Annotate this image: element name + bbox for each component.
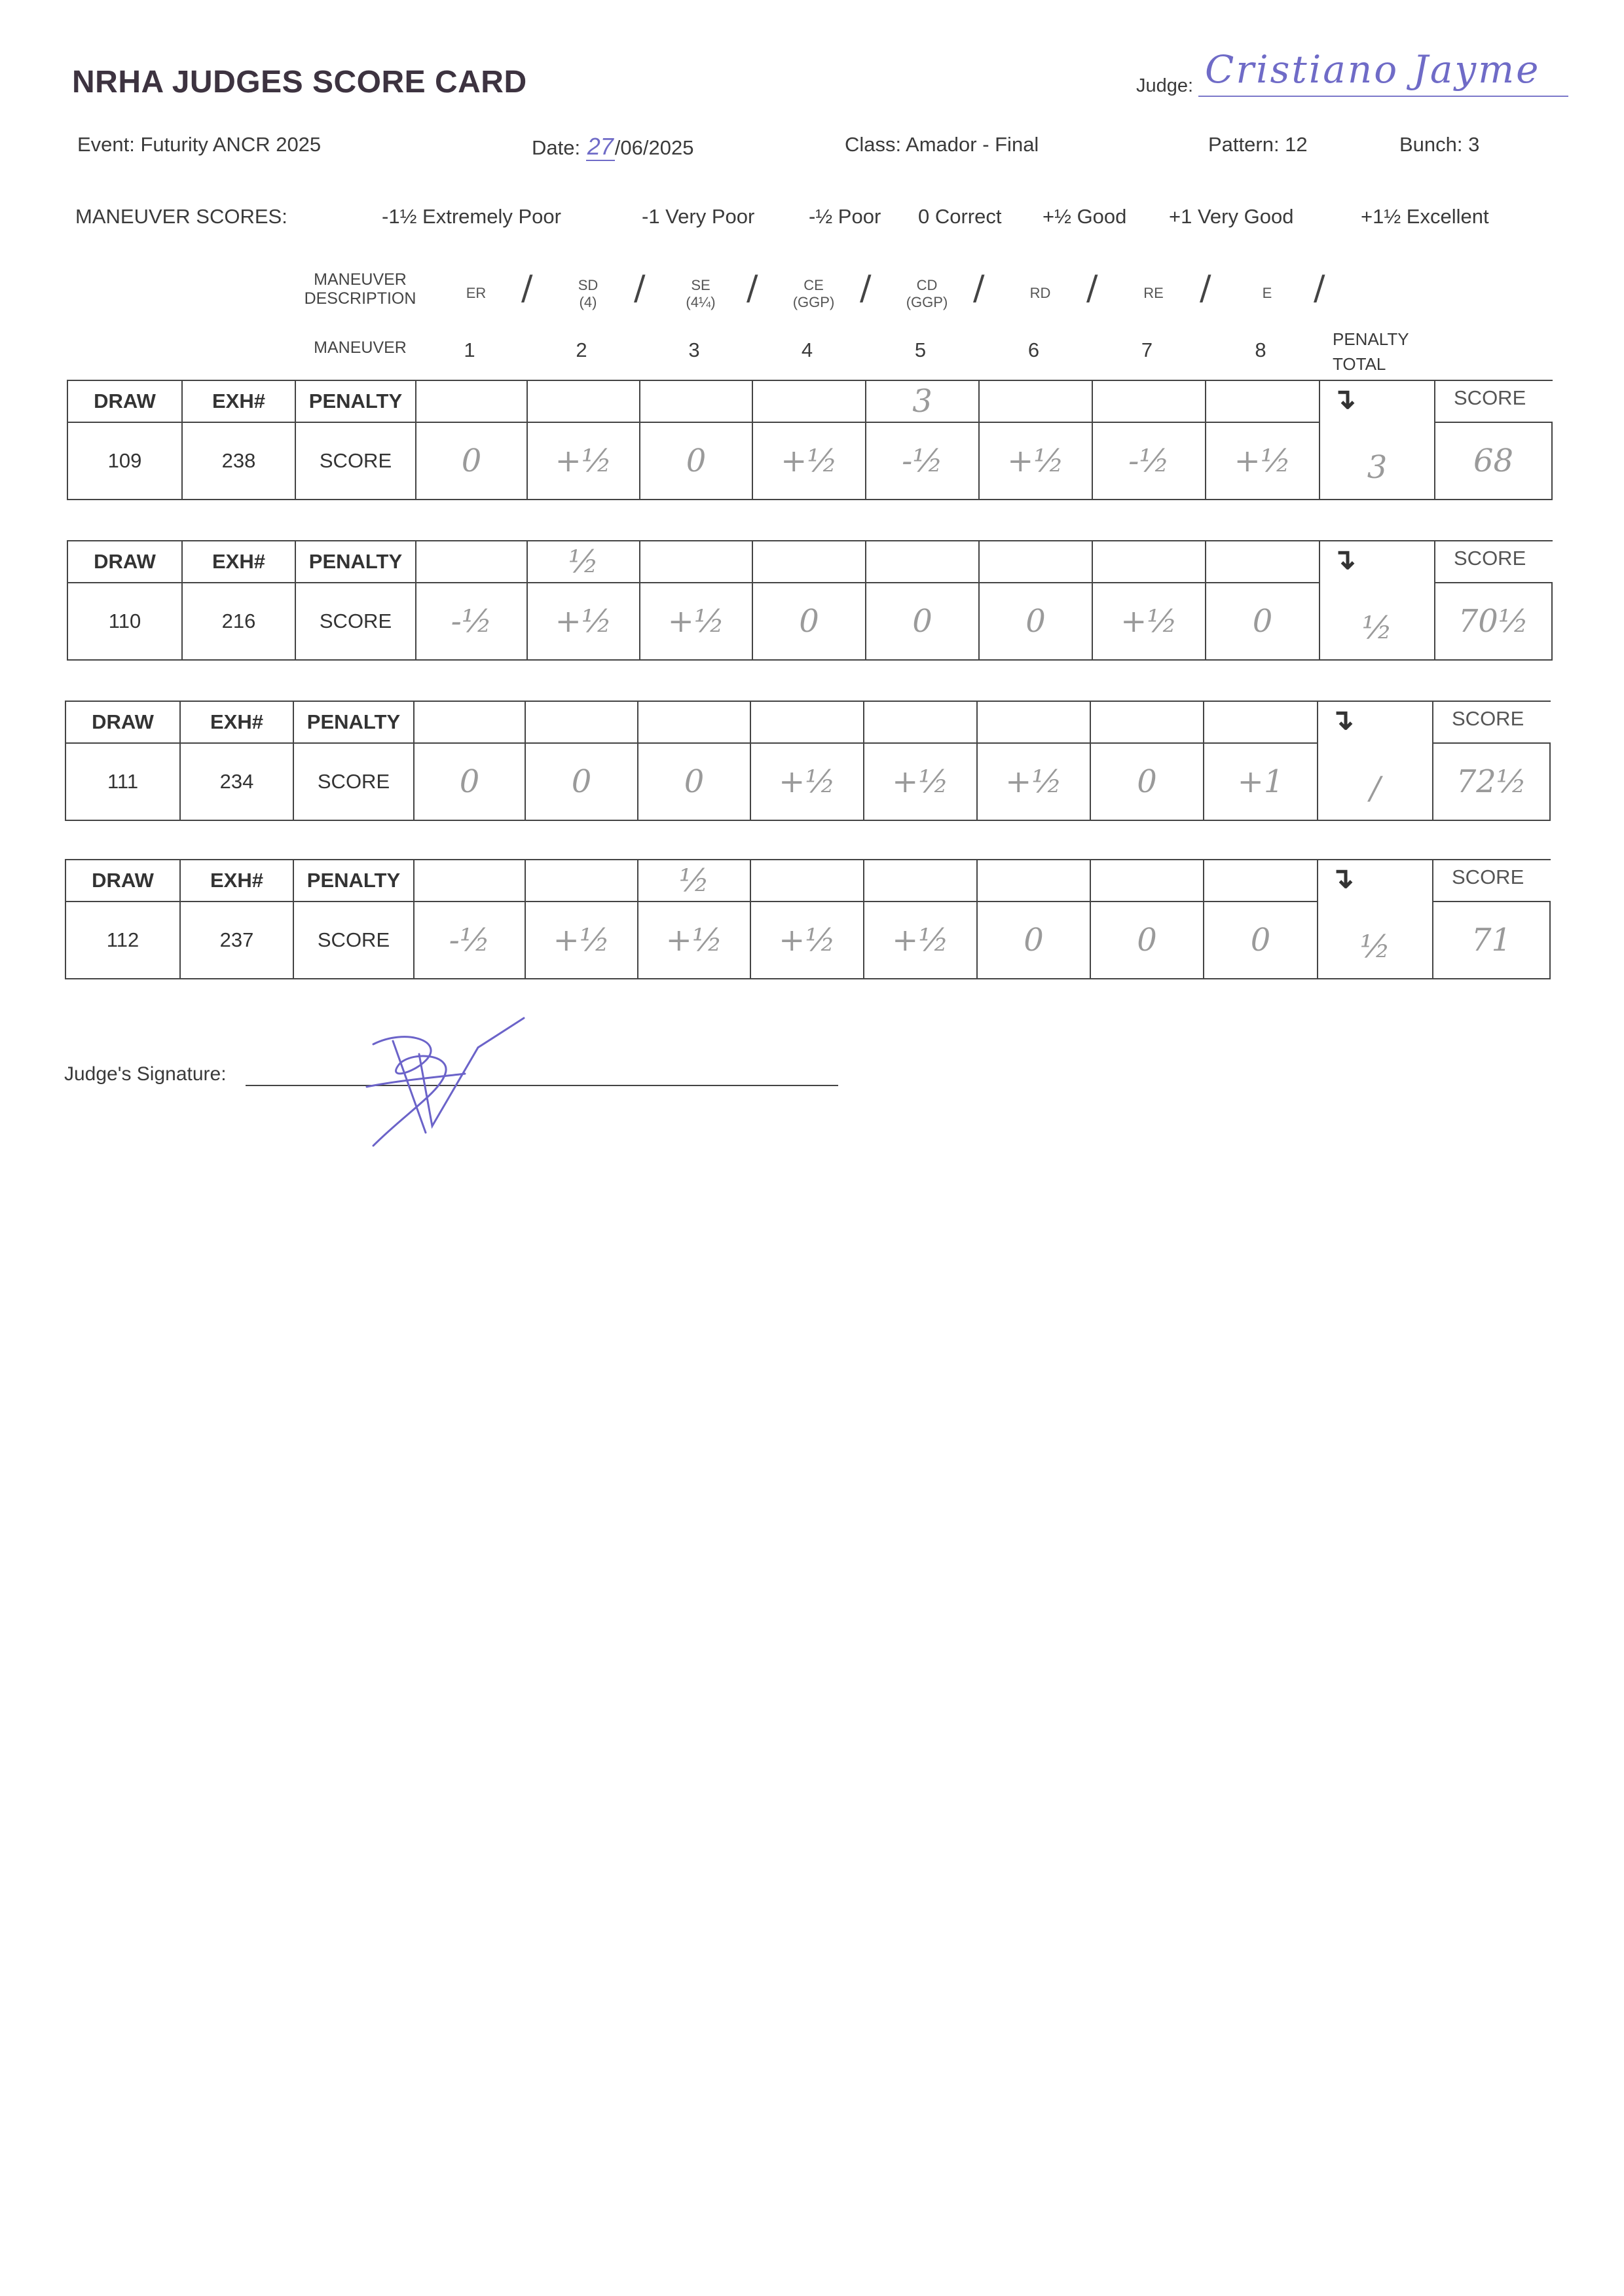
penalty-cell xyxy=(1092,380,1206,423)
total-score-header: SCORE xyxy=(1452,866,1524,888)
total-score: 71 xyxy=(1432,901,1551,979)
maneuver-code-sub: (4¼) xyxy=(686,294,716,311)
score-header-rule xyxy=(1434,380,1553,381)
penalty-cell: 3 xyxy=(865,380,980,423)
header-slash: / xyxy=(521,268,533,308)
penalty-cell xyxy=(865,540,980,583)
header-slash: / xyxy=(973,268,985,308)
penalty-cell xyxy=(978,380,1093,423)
penalty-cell xyxy=(1205,540,1320,583)
penalty-cell xyxy=(750,701,864,744)
draw-header: DRAW xyxy=(67,380,183,423)
total-score: 72½ xyxy=(1432,742,1551,821)
date-label: Date: xyxy=(532,136,581,159)
maneuver-score: 0 xyxy=(865,582,980,661)
pattern-info: Pattern: 12 xyxy=(1208,133,1308,156)
header-slash: / xyxy=(747,268,758,308)
draw-number: 109 xyxy=(67,422,183,500)
maneuver-number: 6 xyxy=(1027,338,1040,361)
maneuver-code-name: SD xyxy=(578,277,599,293)
header-slash: / xyxy=(1314,268,1325,308)
maneuver-number: 8 xyxy=(1255,338,1266,361)
maneuver-score: +1 xyxy=(1203,742,1318,821)
legend-item: +½ Good xyxy=(1043,205,1127,228)
date-day-handwritten: 27 xyxy=(587,133,614,160)
maneuver-score: -½ xyxy=(415,582,528,661)
maneuver-score: 0 xyxy=(525,742,638,821)
maneuver-score: +½ xyxy=(1205,422,1320,500)
penalty-cell xyxy=(976,859,1091,902)
score-block xyxy=(0,380,1624,511)
exh-header: EXH# xyxy=(181,540,296,583)
maneuver-number: 4 xyxy=(801,338,813,361)
exh-header: EXH# xyxy=(179,701,294,744)
maneuver-code-name: CD xyxy=(916,277,938,293)
maneuver-code-name: SE xyxy=(691,277,710,293)
penalty-cell xyxy=(525,701,638,744)
total-score-header: SCORE xyxy=(1454,386,1526,409)
penalty-cell xyxy=(1090,859,1204,902)
maneuver-number: 3 xyxy=(688,338,700,361)
draw-header: DRAW xyxy=(67,540,183,583)
total-score: 70½ xyxy=(1434,582,1553,661)
maneuver-code-name: RD xyxy=(1029,285,1051,301)
exh-header: EXH# xyxy=(179,859,294,902)
penalty-cell xyxy=(639,380,753,423)
maneuver-code xyxy=(549,277,627,312)
penalty-cell xyxy=(526,380,640,423)
penalty-cell xyxy=(863,701,978,744)
exh-header: EXH# xyxy=(181,380,296,423)
maneuver-score: 0 xyxy=(639,422,753,500)
penalty-cell xyxy=(752,540,866,583)
legend-item: +1 Very Good xyxy=(1169,205,1294,228)
judge-underline xyxy=(1198,96,1568,97)
maneuver-score: +½ xyxy=(863,742,978,821)
total-score-header: SCORE xyxy=(1452,707,1524,730)
score-header-rule xyxy=(1432,859,1551,860)
maneuver-score: +½ xyxy=(752,422,866,500)
penalty-cell: ½ xyxy=(526,540,640,583)
total-score-header: SCORE xyxy=(1454,547,1526,570)
penalty-cell xyxy=(1090,701,1204,744)
maneuver-scores-label: MANEUVER SCORES: xyxy=(75,205,287,228)
judge-label: Judge: xyxy=(1136,75,1194,96)
maneuver-score: +½ xyxy=(526,582,640,661)
penalty-cell xyxy=(1203,701,1318,744)
maneuver-score: 0 xyxy=(415,422,528,500)
penalty-cell xyxy=(863,859,978,902)
penalty-header: PENALTY xyxy=(293,701,415,744)
maneuver-code-sub: (GGP) xyxy=(906,294,948,311)
maneuver-label: MANEUVER xyxy=(314,338,407,357)
score-block xyxy=(0,540,1624,671)
maneuver-score: +½ xyxy=(863,901,978,979)
maneuver-score: 0 xyxy=(413,742,526,821)
legend-item: +1½ Excellent xyxy=(1361,205,1489,228)
maneuver-code xyxy=(437,285,515,302)
maneuver-code xyxy=(1115,285,1193,302)
down-arrow-icon: ↴ xyxy=(1330,704,1354,736)
draw-header: DRAW xyxy=(65,859,181,902)
event-info: Event: Futurity ANCR 2025 xyxy=(77,133,322,156)
bunch-info: Bunch: 3 xyxy=(1399,133,1480,156)
draw-number: 110 xyxy=(67,582,183,661)
maneuver-description-label: MANEUVER DESCRIPTION xyxy=(304,270,416,308)
class-info: Class: Amador - Final xyxy=(845,133,1039,156)
score-block xyxy=(0,701,1624,831)
header-slash: / xyxy=(1200,268,1211,308)
penalty-total-label: PENALTY TOTAL xyxy=(1333,329,1409,374)
draw-header: DRAW xyxy=(65,701,181,744)
maneuver-code xyxy=(1228,285,1306,302)
maneuver-code-name: ER xyxy=(466,285,487,301)
score-label: SCORE xyxy=(293,901,415,979)
maneuver-code-name: E xyxy=(1262,285,1272,301)
penalty-cell xyxy=(1203,859,1318,902)
exhibitor-number: 216 xyxy=(181,582,296,661)
penalty-cell xyxy=(976,701,1091,744)
down-arrow-icon: ↴ xyxy=(1332,383,1356,415)
penalty-cell xyxy=(1092,540,1206,583)
maneuver-score: +½ xyxy=(639,582,753,661)
maneuver-score: +½ xyxy=(637,901,751,979)
penalty-header: PENALTY xyxy=(293,859,415,902)
draw-number: 111 xyxy=(65,742,181,821)
penalty-cell xyxy=(978,540,1093,583)
header-slash: / xyxy=(634,268,646,308)
header-slash: / xyxy=(860,268,872,308)
legend-item: 0 Correct xyxy=(918,205,1002,228)
judge-name-handwritten: Cristiano Jayme xyxy=(1205,47,1541,92)
maneuver-score: -½ xyxy=(1092,422,1206,500)
maneuver-code-sub: (4) xyxy=(579,294,597,311)
penalty-header: PENALTY xyxy=(295,380,416,423)
score-header-rule xyxy=(1434,540,1553,541)
score-label: SCORE xyxy=(295,422,416,500)
penalty-total-cell: 3 xyxy=(1319,380,1435,500)
penalty-cell xyxy=(525,859,638,902)
penalty-cell: ½ xyxy=(637,859,751,902)
judge-signature xyxy=(347,1015,544,1152)
maneuver-score: +½ xyxy=(526,422,640,500)
maneuver-score: 0 xyxy=(976,901,1091,979)
maneuver-score: +½ xyxy=(750,742,864,821)
penalty-cell xyxy=(750,859,864,902)
maneuver-number: 5 xyxy=(914,338,927,361)
maneuver-code xyxy=(888,277,967,312)
maneuver-number: 2 xyxy=(576,338,587,361)
maneuver-score: 0 xyxy=(978,582,1093,661)
penalty-cell xyxy=(413,859,526,902)
maneuver-code xyxy=(661,277,740,312)
maneuver-code-name: CE xyxy=(803,277,824,293)
penalty-total-cell: ½ xyxy=(1319,540,1435,661)
penalty-total-cell: / xyxy=(1317,701,1433,821)
total-score: 68 xyxy=(1434,422,1553,500)
maneuver-code xyxy=(1001,285,1080,302)
score-header-rule xyxy=(1432,701,1551,702)
maneuver-score: +½ xyxy=(750,901,864,979)
penalty-total-cell: ½ xyxy=(1317,859,1433,979)
maneuver-score: -½ xyxy=(865,422,980,500)
maneuver-score: 0 xyxy=(1090,901,1204,979)
maneuver-code-sub: (GGP) xyxy=(792,294,835,311)
maneuver-score: 0 xyxy=(1205,582,1320,661)
exhibitor-number: 234 xyxy=(179,742,294,821)
maneuver-score: 0 xyxy=(637,742,751,821)
maneuver-score: 0 xyxy=(1090,742,1204,821)
maneuver-code-name: RE xyxy=(1143,285,1164,301)
score-block xyxy=(0,859,1624,990)
maneuver-score: +½ xyxy=(976,742,1091,821)
maneuver-score: +½ xyxy=(978,422,1093,500)
down-arrow-icon: ↴ xyxy=(1330,862,1354,894)
legend-item: -1½ Extremely Poor xyxy=(382,205,561,228)
exhibitor-number: 238 xyxy=(181,422,296,500)
date-info xyxy=(532,133,693,160)
maneuver-number: 1 xyxy=(464,338,475,361)
maneuver-score: +½ xyxy=(525,901,638,979)
legend-item: -½ Poor xyxy=(809,205,881,228)
card-title: NRHA JUDGES SCORE CARD xyxy=(72,65,527,100)
signature-label: Judge's Signature: xyxy=(64,1063,227,1085)
penalty-cell xyxy=(1205,380,1320,423)
maneuver-code xyxy=(775,277,853,312)
down-arrow-icon: ↴ xyxy=(1332,543,1356,575)
maneuver-score: -½ xyxy=(413,901,526,979)
penalty-cell xyxy=(752,380,866,423)
penalty-cell xyxy=(415,540,528,583)
penalty-cell xyxy=(415,380,528,423)
maneuver-score: +½ xyxy=(1092,582,1206,661)
penalty-cell xyxy=(639,540,753,583)
exhibitor-number: 237 xyxy=(179,901,294,979)
maneuver-score: 0 xyxy=(752,582,866,661)
penalty-header: PENALTY xyxy=(295,540,416,583)
score-label: SCORE xyxy=(293,742,415,821)
header-slash: / xyxy=(1086,268,1098,308)
legend-item: -1 Very Poor xyxy=(642,205,755,228)
maneuver-number: 7 xyxy=(1141,338,1153,361)
date-rest: /06/2025 xyxy=(614,136,694,159)
draw-number: 112 xyxy=(65,901,181,979)
score-label: SCORE xyxy=(295,582,416,661)
penalty-cell xyxy=(637,701,751,744)
maneuver-score: 0 xyxy=(1203,901,1318,979)
penalty-cell xyxy=(413,701,526,744)
